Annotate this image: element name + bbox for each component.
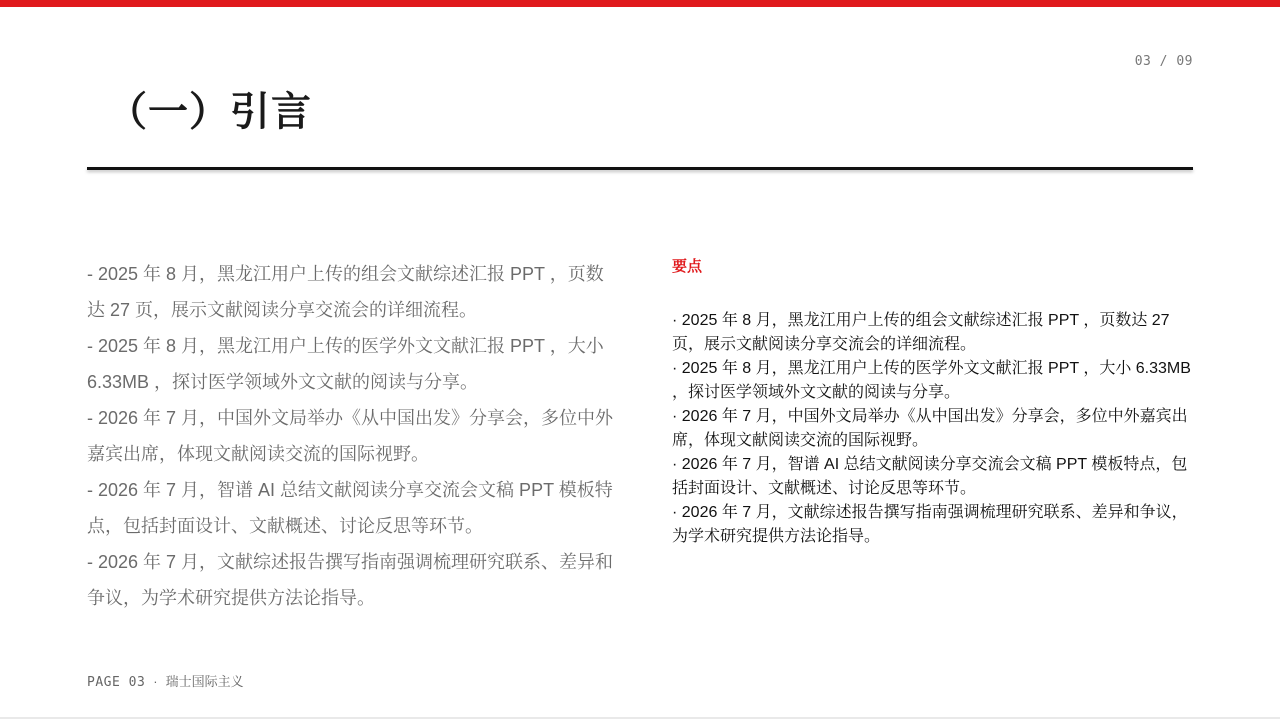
left-list-item: - 2026 年 7 月，文献综述报告撰写指南强调梳理研究联系、差异和争议，为学术研究提供方法论指导。 [87, 552, 614, 608]
left-list-item: - 2025 年 8 月，黑龙江用户上传的医学外文文献汇报 PPT ，大小 6.33MB ，探讨医学领域外文文献的阅读与分享。 [87, 336, 604, 392]
left-list-item: - 2026 年 7 月，智谱 AI 总结文献阅读分享交流会文稿 PPT 模板特点，包括封面设计、文献概述、讨论反思等环节。 [87, 480, 613, 536]
key-points-panel [672, 255, 1202, 549]
top-accent-bar [0, 0, 1280, 7]
page-indicator: 03 / 09 [1134, 54, 1193, 69]
left-list-item: - 2025 年 8 月，黑龙江用户上传的组会文献综述汇报 PPT ，页数达 27 页，展示文献阅读分享交流会的详细流程。 [87, 264, 604, 320]
title-divider [87, 167, 1193, 170]
footer-page-number: PAGE 03 [87, 675, 146, 690]
key-points-label: 要点 [672, 258, 703, 275]
left-list-item: - 2026 年 7 月，中国外文局举办《从中国出发》分享会，多位中外嘉宾出席，体现文献阅读交流的国际视野。 [87, 408, 614, 464]
key-point-item: · 2026 年 7 月，文献综述报告撰写指南强调梳理研究联系、差异和争议，为学术研究提供方法论指导。 [672, 504, 1188, 545]
key-point-item: · 2026 年 7 月，智谱 AI 总结文献阅读分享交流会文稿 PPT 模板特点，包括封面设计、文献概述、讨论反思等环节。 [672, 456, 1188, 497]
footer-organization: 瑞士国际主义 [165, 674, 244, 689]
left-text-column [87, 256, 617, 616]
key-point-item: · 2026 年 7 月，中国外文局举办《从中国出发》分享会，多位中外嘉宾出席，体现文献阅读交流的国际视野。 [672, 408, 1188, 449]
footer-separator: · [153, 674, 158, 689]
footer [87, 671, 244, 690]
key-point-item: · 2025 年 8 月，黑龙江用户上传的医学外文文献汇报 PPT ，大小 6.33MB ，探讨医学领域外文文献的阅读与分享。 [672, 360, 1191, 401]
page-title: （一）引言 [107, 89, 312, 135]
key-point-item: · 2025 年 8 月，黑龙江用户上传的组会文献综述汇报 PPT ，页数达 27 页，展示文献阅读分享交流会的详细流程。 [672, 312, 1170, 353]
